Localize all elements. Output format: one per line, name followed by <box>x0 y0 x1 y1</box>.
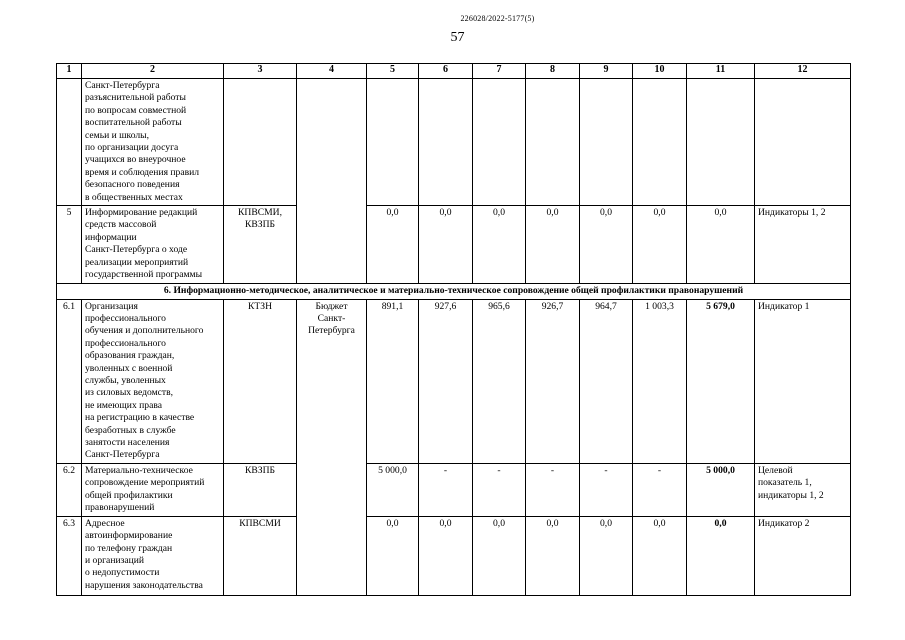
table-row <box>57 299 851 463</box>
funding-source <box>297 79 367 206</box>
total-cell: 5 679,0 <box>687 299 755 463</box>
value-cell: 927,6 <box>419 299 473 463</box>
col-header: 8 <box>526 64 580 79</box>
executor: КПВСМИ <box>224 516 297 595</box>
col-header: 6 <box>419 64 473 79</box>
measure-name: Санкт-Петербурга разъяснительной работы по вопросам совместной воспитательной работы семьи и школы, по организации досуга учащихся во внеурочное время и соблюдения правил безопасного поведения в общественных местах <box>82 79 224 206</box>
value-cell: 0,0 <box>580 516 633 595</box>
table-row <box>57 516 851 595</box>
executor: КТЗН <box>224 299 297 463</box>
value-cell: - <box>633 463 687 516</box>
col-header: 10 <box>633 64 687 79</box>
funding-source <box>297 516 367 595</box>
program-table <box>56 63 851 596</box>
value-cell: 1 003,3 <box>633 299 687 463</box>
value-cell: 0,0 <box>419 206 473 283</box>
value-cell: 965,6 <box>473 299 526 463</box>
page-number: 57 <box>450 30 465 45</box>
value-cell: 0,0 <box>580 206 633 283</box>
column-header-row <box>57 64 851 79</box>
measure-name: Материально-техническое сопровождение мероприятий общей профилактики правонарушений <box>82 463 224 516</box>
measure-name: Адресное автоинформирование по телефону граждан и организаций о недопустимости нарушения законодательства <box>82 516 224 595</box>
indicator-cell: Индикаторы 1, 2 <box>755 206 851 283</box>
value-cell: - <box>419 463 473 516</box>
col-header: 11 <box>687 64 755 79</box>
col-header: 12 <box>755 64 851 79</box>
value-cell: 0,0 <box>473 206 526 283</box>
value-cell: 0,0 <box>633 516 687 595</box>
value-cell: 0,0 <box>526 516 580 595</box>
row-number: 6.1 <box>57 299 82 463</box>
measure-name: Информирование редакций средств массовой информации Санкт-Петербурга о ходе реализации мероприятий государственной программы <box>82 206 224 283</box>
col-header: 1 <box>57 64 82 79</box>
col-header: 9 <box>580 64 633 79</box>
indicator-cell: Целевой показатель 1, индикаторы 1, 2 <box>755 463 851 516</box>
col-header: 7 <box>473 64 526 79</box>
table-row <box>57 79 851 206</box>
value-cell: 964,7 <box>580 299 633 463</box>
funding-source <box>297 463 367 516</box>
table-row <box>57 206 851 283</box>
value-cell: 926,7 <box>526 299 580 463</box>
value-cell: 5 000,0 <box>367 463 419 516</box>
value-cell: - <box>473 463 526 516</box>
value-cell: 0,0 <box>526 206 580 283</box>
measure-name: Организация профессионального обучения и дополнительного профессионального образования граждан, уволенных с военной службы, уволенных из силовых ведомств, не имеющих права на регистрацию в качестве безработных в службе занятости населения Санкт-Петербурга <box>82 299 224 463</box>
row-number: 5 <box>57 206 82 283</box>
executor <box>224 79 297 206</box>
value-cell: 0,0 <box>419 516 473 595</box>
value-cell: 891,1 <box>367 299 419 463</box>
total-cell: 0,0 <box>687 516 755 595</box>
executor: КВЗПБ <box>224 463 297 516</box>
value-cell: 0,0 <box>633 206 687 283</box>
indicator-cell: Индикатор 1 <box>755 299 851 463</box>
row-number: 6.2 <box>57 463 82 516</box>
value-cell: 0,0 <box>367 206 419 283</box>
col-header: 2 <box>82 64 224 79</box>
col-header: 4 <box>297 64 367 79</box>
value-cell: - <box>526 463 580 516</box>
total-cell: 5 000,0 <box>687 463 755 516</box>
section-row <box>57 283 851 299</box>
row-number <box>57 79 82 206</box>
col-header: 3 <box>224 64 297 79</box>
col-header: 5 <box>367 64 419 79</box>
funding-source: Бюджет Санкт- Петербурга <box>297 299 367 463</box>
table-row <box>57 463 851 516</box>
indicator-cell: Индикатор 2 <box>755 516 851 595</box>
total-cell: 0,0 <box>687 206 755 283</box>
document-id: 226028/2022-5177(5) <box>460 14 535 23</box>
value-cell: 0,0 <box>367 516 419 595</box>
value-cell: 0,0 <box>473 516 526 595</box>
funding-source <box>297 206 367 283</box>
executor: КПВСМИ, КВЗПБ <box>224 206 297 283</box>
value-cell: - <box>580 463 633 516</box>
section-title: 6. Информационно-методическое, аналитическое и материально-техническое сопровождение общей профилактики правонарушений <box>57 283 851 299</box>
row-number: 6.3 <box>57 516 82 595</box>
